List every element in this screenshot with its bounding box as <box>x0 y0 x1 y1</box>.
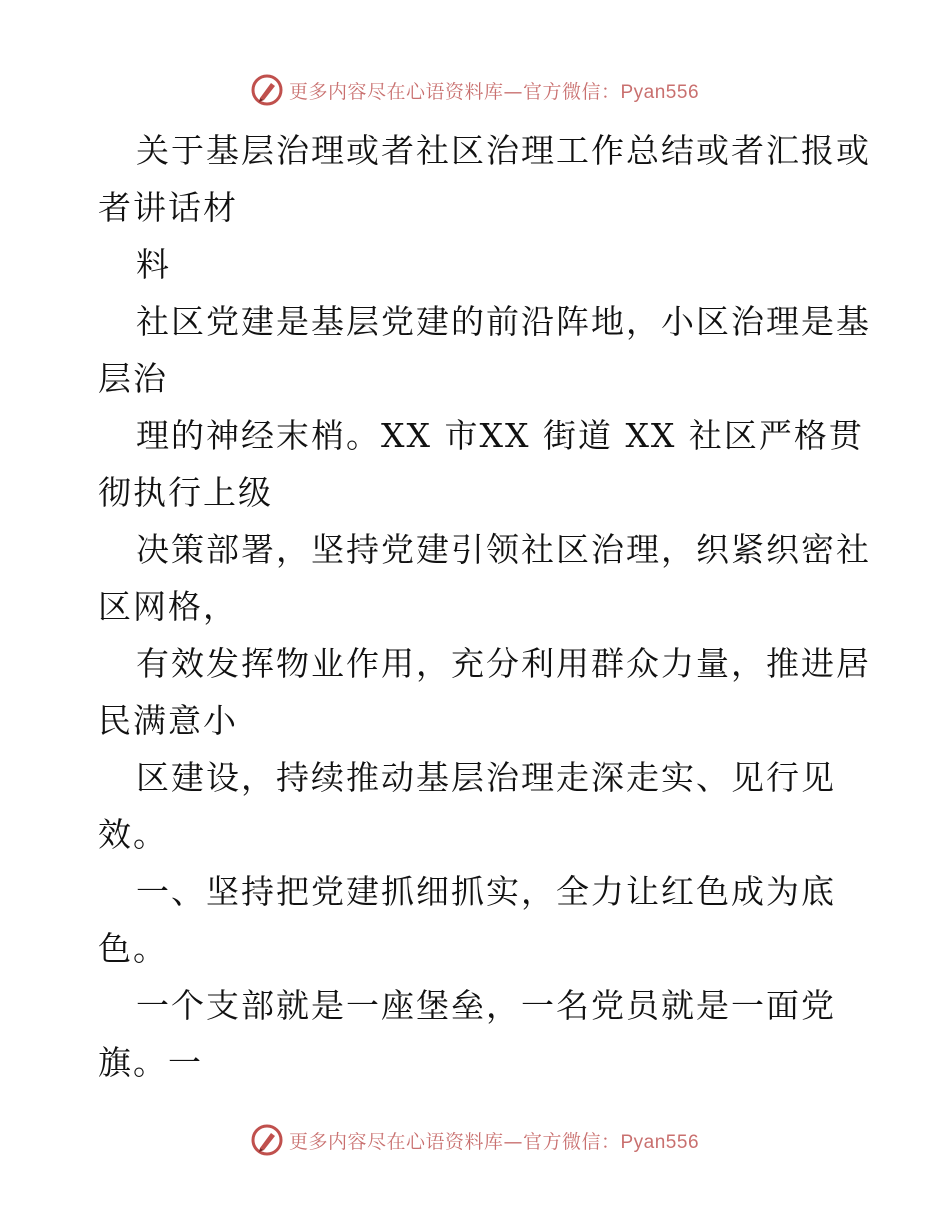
text-line: 一个支部就是一座堡垒，一名党员就是一面党 <box>136 986 836 1025</box>
header-banner <box>0 70 950 110</box>
document-body <box>98 122 871 1091</box>
text-line: 者讲话材 <box>98 188 238 227</box>
pen-logo-icon <box>251 1124 283 1156</box>
text-line: 层治 <box>98 359 168 398</box>
banner-text <box>289 77 699 104</box>
banner-separator: — <box>503 80 523 103</box>
banner-separator: — <box>503 1130 523 1153</box>
text-line: 区建设，持续推动基层治理走深走实、见行见 <box>136 758 836 797</box>
text-line: 效。 <box>98 815 168 854</box>
text-line: 关于基层治理或者社区治理工作总结或者汇报或 <box>136 131 871 170</box>
banner-wechat-label: 官方微信： <box>522 80 621 103</box>
text-line: 民满意小 <box>98 701 238 740</box>
text-line: 有效发挥物业作用，充分利用群众力量，推进居 <box>136 644 871 683</box>
footer-banner <box>0 1120 950 1160</box>
text-line: 决策部署，坚持党建引领社区治理，织紧织密社 <box>136 530 871 569</box>
text-line: 社区党建是基层党建的前沿阵地，小区治理是基 <box>136 302 871 341</box>
text-line: 料 <box>136 245 171 284</box>
text-line: 彻执行上级 <box>98 473 273 512</box>
banner-wechat-id: Pyan556 <box>620 1131 700 1153</box>
banner-main-text: 更多内容尽在心语资料库 <box>288 1130 504 1153</box>
text-line: 旗。一 <box>98 1043 203 1082</box>
text-line: 区网格， <box>98 587 238 626</box>
pen-logo-icon <box>251 74 283 106</box>
banner-wechat-label: 官方微信： <box>522 1130 621 1153</box>
text-line: 一、坚持把党建抓细抓实，全力让红色成为底 <box>136 872 836 911</box>
banner-wechat-id: Pyan556 <box>620 81 700 103</box>
banner-main-text: 更多内容尽在心语资料库 <box>288 80 504 103</box>
text-line: 色。 <box>98 929 168 968</box>
text-line: 理的神经末梢。XX 市XX 街道 XX 社区严格贯 <box>136 416 864 455</box>
banner-text <box>289 1127 699 1154</box>
